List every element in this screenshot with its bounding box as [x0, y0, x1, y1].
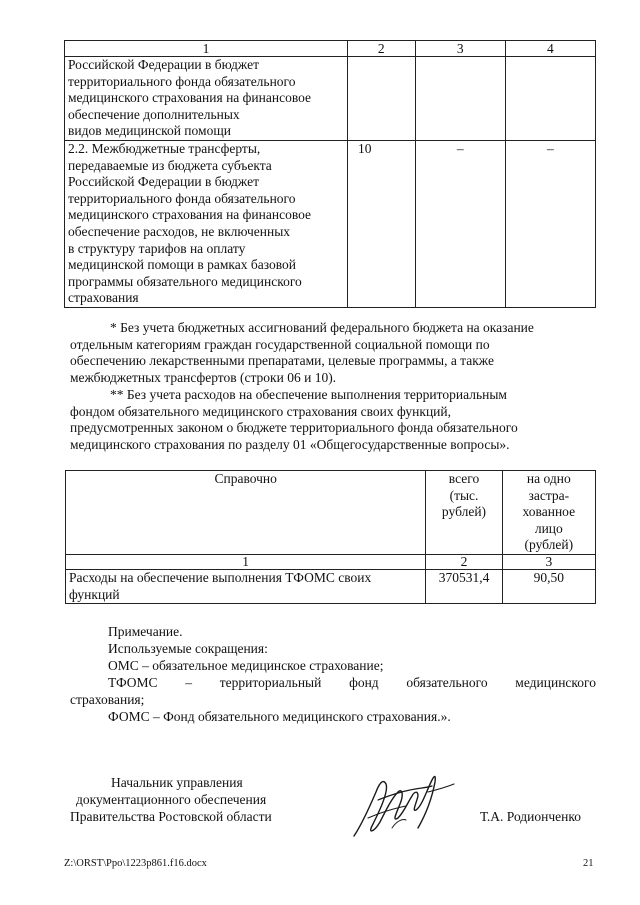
- handwritten-signature: [348, 762, 460, 844]
- header-cell-per-person: на одно застра- хованное лицо (рублей): [502, 471, 595, 555]
- row-value: [505, 57, 595, 141]
- file-path: Z:\ORST\Ppo\1223p861.f16.docx: [64, 858, 207, 869]
- row-per-person: 90,50: [502, 569, 595, 603]
- signatory-title-2: документационного обеспечения: [76, 792, 267, 807]
- signatory-name: Т.А. Родионченко: [480, 809, 581, 824]
- row-value: –: [505, 140, 595, 307]
- signatory-title-1: Начальник управления: [111, 775, 243, 790]
- row-code: 10: [347, 140, 415, 307]
- header-cell-total: всего (тыс. рублей): [426, 471, 502, 555]
- number-cell: 1: [66, 554, 426, 569]
- table-row: [65, 140, 596, 307]
- header-cell: 1: [65, 41, 348, 57]
- abbreviations-title: Используемые сокращения:: [108, 641, 268, 656]
- page-number: 21: [583, 858, 594, 869]
- table-number-row: [66, 554, 596, 569]
- header-cell: 2: [347, 41, 415, 57]
- row-total: 370531,4: [426, 569, 502, 603]
- number-cell: 2: [426, 554, 502, 569]
- row-code: [347, 57, 415, 141]
- table-row: [66, 569, 596, 603]
- table-header-row: [65, 41, 596, 57]
- row-value: [415, 57, 505, 141]
- abbr-tfoms-cont: страхования;: [70, 692, 145, 707]
- footnote-1: * Без учета бюджетных ассигнований федерального бюджета на оказание отдельным категориям граждан государственной социальной помощи по обеспечению лекарственными препаратами, целевые программы, а также межбюджетных трансфертов (строки 06 и 10).: [70, 320, 534, 385]
- table-row: [65, 57, 596, 141]
- header-cell: 4: [505, 41, 595, 57]
- abbr-tfoms: ТФОМС – территориальный фонд обязательного медицинского: [108, 675, 596, 690]
- abbr-oms: ОМС – обязательное медицинское страхование;: [108, 658, 384, 673]
- signatory-title-3: Правительства Ростовской области: [70, 809, 272, 824]
- row-description: Российской Федерации в бюджет территориального фонда обязательного медицинского страхования на финансовое обеспечение дополнительных видов медицинской помощи: [65, 57, 348, 141]
- number-cell: 3: [502, 554, 595, 569]
- header-cell: 3: [415, 41, 505, 57]
- footnote-2: ** Без учета расходов на обеспечение выполнения территориальным фондом обязательного медицинского страхования своих функций, предусмотренных законом о бюджете территориального фонда обязательного медицинского страхования по разделу 01 «Общегосударственные вопросы».: [70, 387, 518, 452]
- row-description: Расходы на обеспечение выполнения ТФОМС своих функций: [66, 569, 426, 603]
- notes-title: Примечание.: [108, 624, 183, 639]
- row-value: –: [415, 140, 505, 307]
- row-description: 2.2. Межбюджетные трансферты, передаваемые из бюджета субъекта Российской Федерации в бюджет территориального фонда обязательного медицинского страхования на финансовое обеспечение расходов, не включенных в структуру тарифов на оплату медицинской помощи в рамках базовой программы обязательного медицинского страхования: [65, 140, 348, 307]
- budget-table-continuation: [64, 40, 596, 308]
- abbr-foms: ФОМС – Фонд обязательного медицинского страхования.».: [108, 709, 451, 724]
- reference-table: [65, 470, 596, 604]
- table-header-row: [66, 471, 596, 555]
- header-cell-reference: Справочно: [66, 471, 426, 555]
